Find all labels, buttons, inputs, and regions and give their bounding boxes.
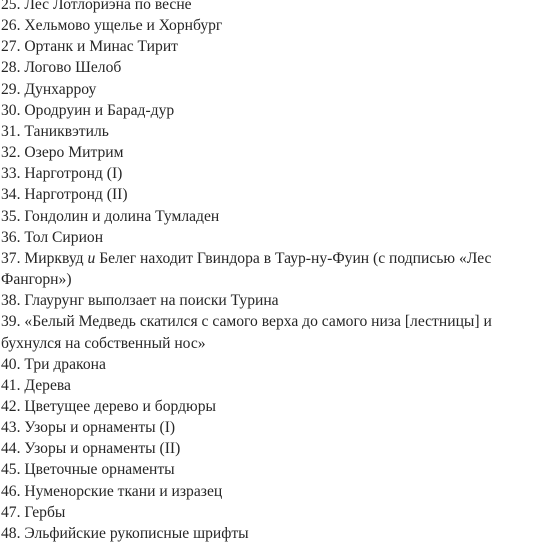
item-number: 31. bbox=[1, 122, 21, 140]
list-item bbox=[1, 206, 543, 227]
item-number: 43. bbox=[1, 419, 21, 437]
item-number: 33. bbox=[1, 165, 21, 183]
item-title: Логово Шелоб bbox=[24, 59, 122, 77]
item-number: 26. bbox=[1, 17, 21, 35]
item-title: Нуменорские ткани и изразец bbox=[24, 482, 223, 500]
illustration-list bbox=[1, 0, 543, 544]
item-title: Глаурунг выползает на поиски Турина bbox=[24, 292, 279, 310]
item-number: 41. bbox=[1, 376, 21, 394]
list-item bbox=[1, 79, 543, 100]
item-number: 27. bbox=[1, 38, 21, 56]
item-title: Таниквэтиль bbox=[24, 122, 109, 140]
list-item bbox=[1, 248, 543, 290]
item-number: 39. bbox=[1, 313, 21, 331]
item-number: 30. bbox=[1, 101, 21, 119]
list-item bbox=[1, 163, 543, 184]
list-item bbox=[1, 57, 543, 78]
list-item bbox=[1, 142, 543, 163]
item-number: 36. bbox=[1, 228, 21, 246]
item-number: 37. bbox=[1, 249, 21, 267]
item-number: 42. bbox=[1, 397, 21, 415]
list-item bbox=[1, 0, 543, 15]
item-number: 46. bbox=[1, 482, 21, 500]
item-title: Гондолин и долина Тумладен bbox=[24, 207, 220, 225]
list-item bbox=[1, 36, 543, 57]
item-number: 29. bbox=[1, 80, 21, 98]
list-item bbox=[1, 523, 543, 544]
list-item bbox=[1, 184, 543, 205]
item-title: Нарготронд (II) bbox=[24, 186, 128, 204]
item-title: Цветущее дерево и бордюры bbox=[24, 397, 216, 415]
item-title bbox=[1, 250, 491, 288]
list-item bbox=[1, 396, 543, 417]
item-number: 45. bbox=[1, 461, 21, 479]
item-title: Узоры и орнаменты (II) bbox=[24, 440, 181, 458]
list-item bbox=[1, 459, 543, 480]
list-item bbox=[1, 481, 543, 502]
item-title: Тол Сирион bbox=[24, 228, 104, 246]
item-title: Цветочные орнаменты bbox=[24, 461, 175, 479]
item-title: Хельмово ущелье и Хорнбург bbox=[24, 17, 223, 35]
item-title: Лес Лотлориэна по весне bbox=[24, 0, 192, 13]
list-item bbox=[1, 227, 543, 248]
item-number: 35. bbox=[1, 207, 21, 225]
item-title: Узоры и орнаменты (I) bbox=[24, 419, 176, 437]
item-number: 28. bbox=[1, 59, 21, 77]
item-number: 40. bbox=[1, 355, 21, 373]
item-number: 34. bbox=[1, 186, 21, 204]
item-number: 32. bbox=[1, 144, 21, 162]
item-title: Гербы bbox=[24, 503, 66, 521]
list-item bbox=[1, 290, 543, 311]
item-number: 38. bbox=[1, 292, 21, 310]
item-title: Нарготронд (I) bbox=[24, 165, 123, 183]
list-item bbox=[1, 15, 543, 36]
item-number: 48. bbox=[1, 524, 21, 542]
item-number: 44. bbox=[1, 440, 21, 458]
item-title: Дунхарроу bbox=[24, 80, 97, 98]
item-number: 47. bbox=[1, 503, 21, 521]
item-title: Ородруин и Барад-дур bbox=[24, 101, 175, 119]
list-item bbox=[1, 100, 543, 121]
item-title: Дерева bbox=[24, 376, 71, 394]
list-item bbox=[1, 311, 543, 353]
item-title-italic: и bbox=[87, 249, 96, 267]
list-item bbox=[1, 502, 543, 523]
list-item bbox=[1, 438, 543, 459]
item-title: Озеро Митрим bbox=[24, 144, 124, 162]
list-item bbox=[1, 375, 543, 396]
item-number: 25. bbox=[1, 0, 21, 13]
list-item bbox=[1, 417, 543, 438]
item-title-part: Мирквуд bbox=[24, 249, 84, 267]
list-item bbox=[1, 354, 543, 375]
list-item bbox=[1, 121, 543, 142]
item-title: Эльфийские рукописные шрифты bbox=[24, 524, 249, 542]
item-title-part: Белег находит Гвиндора в Таур-ну-Фуин (с подписью «Лес Фангорн») bbox=[1, 249, 492, 289]
item-title: Ортанк и Минас Тирит bbox=[24, 38, 178, 56]
item-title: Три дракона bbox=[24, 355, 106, 373]
item-title: «Белый Медведь скатился с самого верха до самого низа [лестницы] и бухнулся на собственный нос» bbox=[1, 313, 492, 352]
